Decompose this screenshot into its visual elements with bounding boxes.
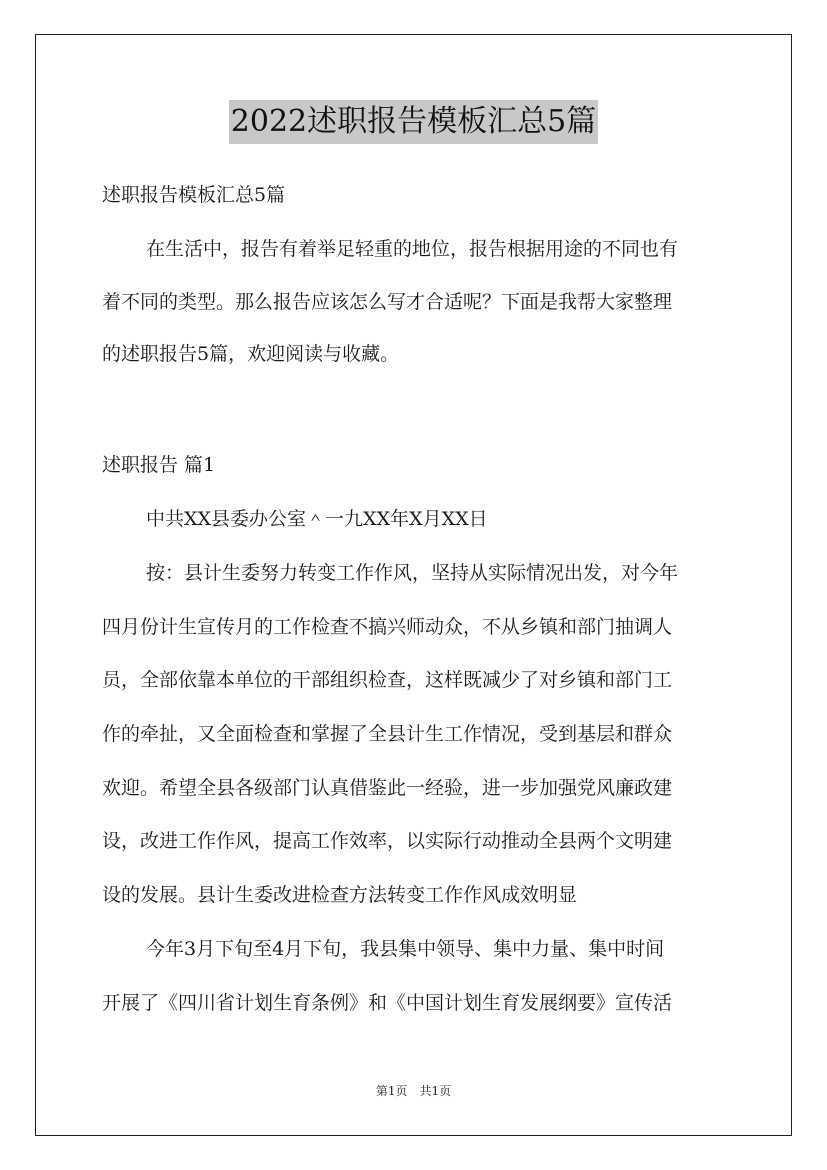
body-line-2: 四月份计生宣传月的工作检查不搞兴师动众，不从乡镇和部门抽调人 <box>102 616 673 638</box>
dateline: 中共XX县委办公室＾一九XX年X月XX日 <box>146 508 488 530</box>
body-line-7: 设的发展。县计生委改进检查方法转变工作作风成效明显 <box>102 884 578 906</box>
document-title: 2022述职报告模板汇总5篇 <box>229 100 598 144</box>
body-line-9: 开展了《四川省计划生育条例》和《中国计划生育发展纲要》宣传活 <box>102 992 673 1014</box>
intro-line-3: 的述职报告5篇，欢迎阅读与收藏。 <box>102 343 400 365</box>
body-line-8: 今年3月下旬至4月下旬，我县集中领导、集中力量、集中时间 <box>146 938 665 960</box>
document-subtitle: 述职报告模板汇总5篇 <box>102 184 286 206</box>
body-line-6: 设，改进工作作风，提高工作效率，以实际行动推动全县两个文明建 <box>102 830 673 852</box>
body-line-5: 欢迎。希望全县各级部门认真借鉴此一经验，进一步加强党风廉政建 <box>102 777 673 799</box>
body-line-3: 员，全部依靠本单位的干部组织检查，这样既减少了对乡镇和部门工 <box>102 669 673 691</box>
intro-line-1: 在生活中，报告有着举足轻重的地位，报告根据用途的不同也有 <box>146 238 679 260</box>
intro-line-2: 着不同的类型。那么报告应该怎么写才合适呢？下面是我帮大家整理 <box>102 291 673 313</box>
section-heading: 述职报告 篇1 <box>102 454 216 476</box>
page-footer: 第1页 共1页 <box>375 1084 452 1098</box>
body-line-1: 按：县计生委努力转变工作作风，坚持从实际情况出发，对今年 <box>146 562 679 584</box>
body-line-4: 作的牵扯，又全面检查和掌握了全县计生工作情况，受到基层和群众 <box>102 723 673 745</box>
document-title-wrapper <box>0 100 827 144</box>
